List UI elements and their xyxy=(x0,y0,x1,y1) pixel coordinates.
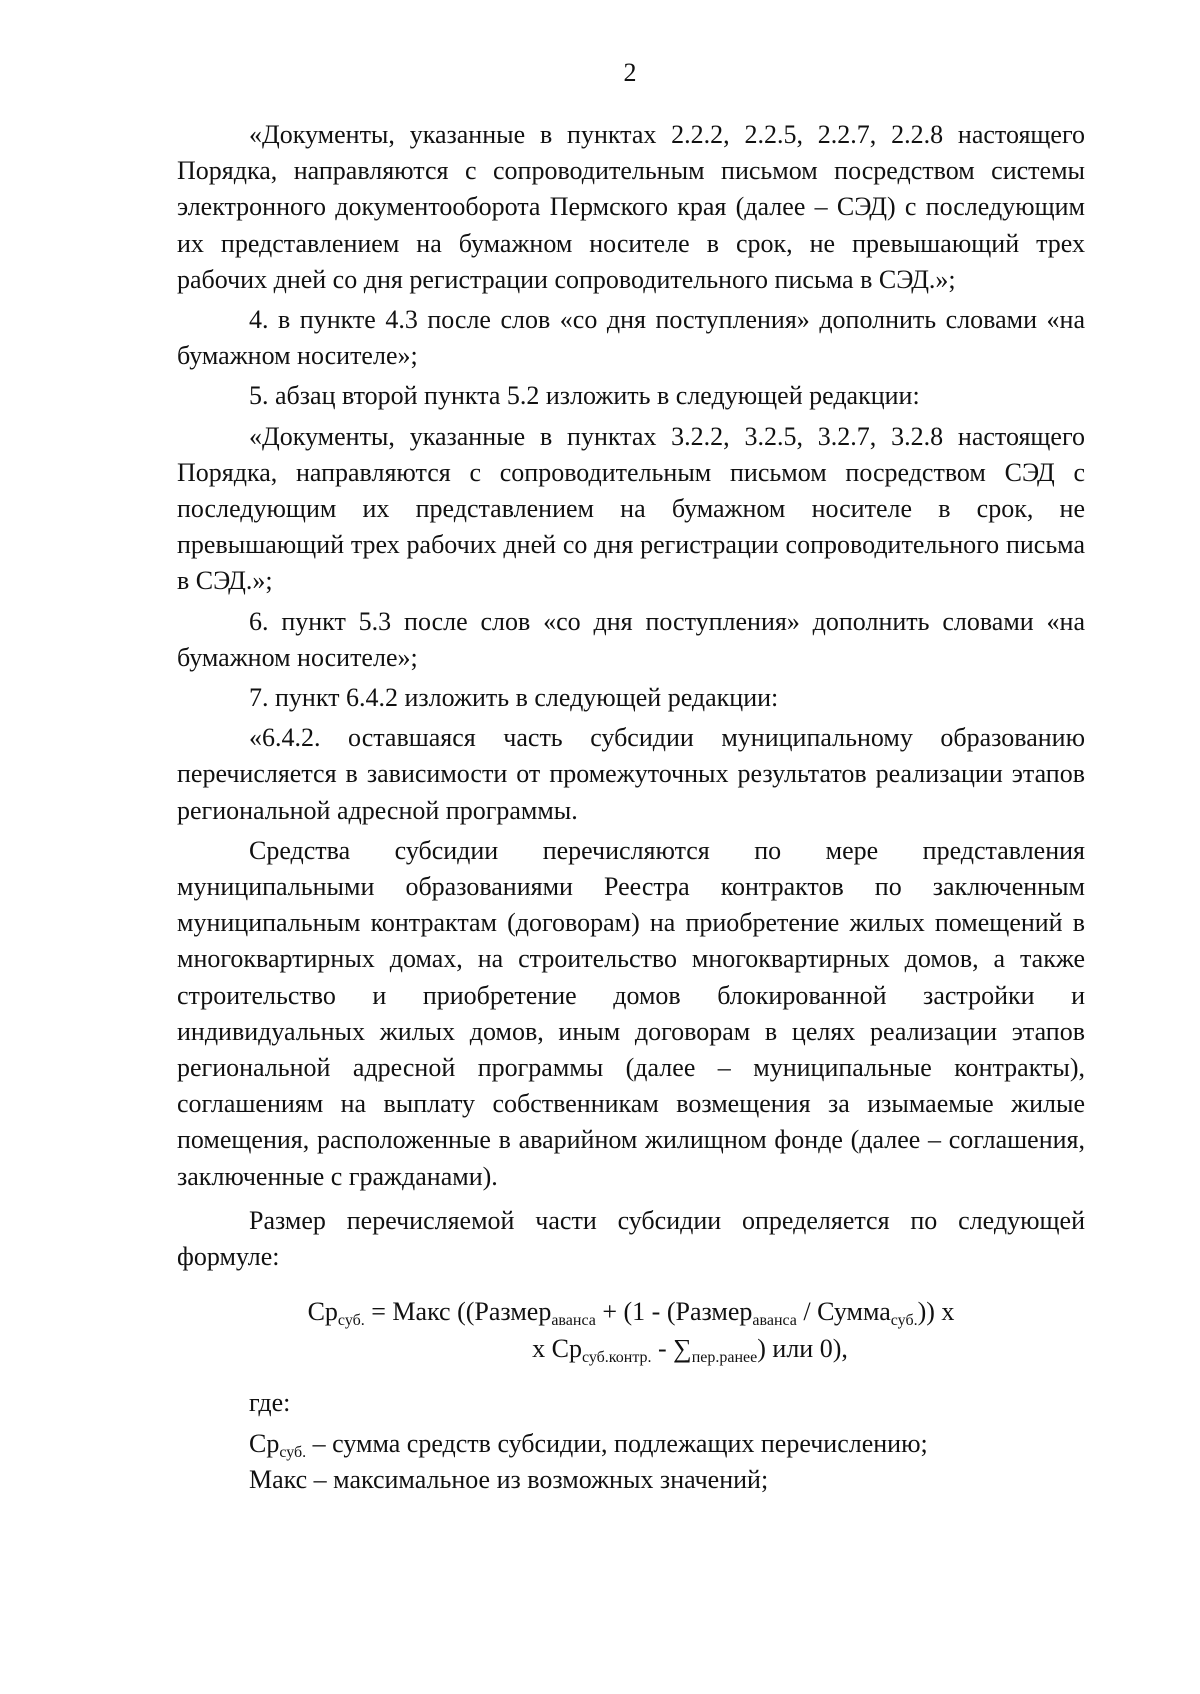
formula-text: / xyxy=(796,1297,818,1327)
formula-text: х xyxy=(532,1334,552,1364)
paragraph-6-4-2: «6.4.2. оставшаяся часть субсидии муниципальному образованию перечисляется в зависимости от промежуточных результатов реализации этапов региональной адресной программы. xyxy=(177,723,1085,825)
definition-term: Ср xyxy=(249,1428,280,1458)
paragraph-documents-2-2: «Документы, указанные в пунктах 2.2.2, 2.2.5, 2.2.7, 2.2.8 настоящего Порядка, направляются с сопроводительным письмом посредством системы электронного документооборота Пермского края (далее – СЭД) с последующим их представлением на бумажном носителе в срок, не превышающий трех рабочих дней со дня регистрации сопроводительного письма в СЭД.»; xyxy=(177,120,1085,294)
formula-term-razmer: Размер xyxy=(675,1297,753,1327)
subsidy-formula xyxy=(177,1293,1085,1367)
formula-text: ) или 0), xyxy=(757,1334,848,1364)
definition-cr xyxy=(177,1426,1085,1462)
where-label: где: xyxy=(249,1388,291,1418)
formula-subscript: суб.контр. xyxy=(581,1349,652,1367)
paragraph-formula-intro: Размер перечисляемой части субсидии определяется по следующей формуле: xyxy=(177,1205,1085,1272)
paragraph-item-5: 5. абзац второй пункта 5.2 изложить в следующей редакции: xyxy=(249,381,920,411)
formula-text: )) х xyxy=(917,1297,955,1327)
paragraph-item-4: 4. в пункте 4.3 после слов «со дня поступления» дополнить словами «на бумажном носителе»; xyxy=(177,305,1085,371)
formula-term-cr: Ср xyxy=(307,1297,338,1327)
formula-text: - xyxy=(651,1334,674,1364)
formula-subscript: аванса xyxy=(551,1312,596,1330)
paragraph-subsidy-funds: Средства субсидии перечисляются по мере представления муниципальными образованиями Реестра контрактов по заключенным муниципальным контрактам (договорам) на приобретение жилых помещений в многоквартирных домах, на строительство многоквартирных домов, а также строительство и приобретение домов блокированной застройки и индивидуальных жилых домов, иным договорам в целях реализации этапов региональной адресной программы (далее – муниципальные контракты), соглашениям на выплату собственникам возмещения за изымаемые жилые помещения, расположенные в аварийном жилищном фонде (далее – соглашения, заключенные с гражданами). xyxy=(177,835,1085,1191)
formula-subscript: аванса xyxy=(752,1312,797,1330)
definition-maks: Макс – максимальное из возможных значений; xyxy=(249,1464,769,1494)
page-number: 2 xyxy=(623,58,637,87)
formula-sigma-symbol: ∑ xyxy=(673,1334,692,1364)
formula-subscript: суб. xyxy=(890,1312,918,1330)
formula-line-2 xyxy=(177,1330,1085,1367)
paragraph-item-6: 6. пункт 5.3 после слов «со дня поступления» дополнить словами «на бумажном носителе»; xyxy=(177,606,1085,672)
formula-term-cr: Ср xyxy=(551,1334,582,1364)
paragraph-documents-3-2: «Документы, указанные в пунктах 3.2.2, 3.2.5, 3.2.7, 3.2.8 настоящего Порядка, направляются с сопроводительным письмом посредством СЭД с последующим их представлением на бумажном носителе в срок, не превышающий трех рабочих дней со дня регистрации сопроводительного письма в СЭД.»; xyxy=(177,421,1085,596)
definition-subscript: суб. xyxy=(279,1443,307,1461)
formula-subscript: пер.ранее xyxy=(691,1349,758,1367)
document-body xyxy=(177,117,1085,1498)
paragraph-item-7: 7. пункт 6.4.2 изложить в следующей редакции: xyxy=(249,683,779,713)
formula-subscript: суб. xyxy=(337,1312,365,1330)
formula-text: + (1 - ( xyxy=(595,1297,676,1327)
formula-term-summa: Сумма xyxy=(817,1297,891,1327)
formula-term-razmer: Размер xyxy=(474,1297,552,1327)
formula-text: = Макс (( xyxy=(364,1297,475,1327)
formula-line-1 xyxy=(177,1293,1085,1330)
definition-text: – сумма средств субсидии, подлежащих перечислению; xyxy=(306,1428,928,1458)
